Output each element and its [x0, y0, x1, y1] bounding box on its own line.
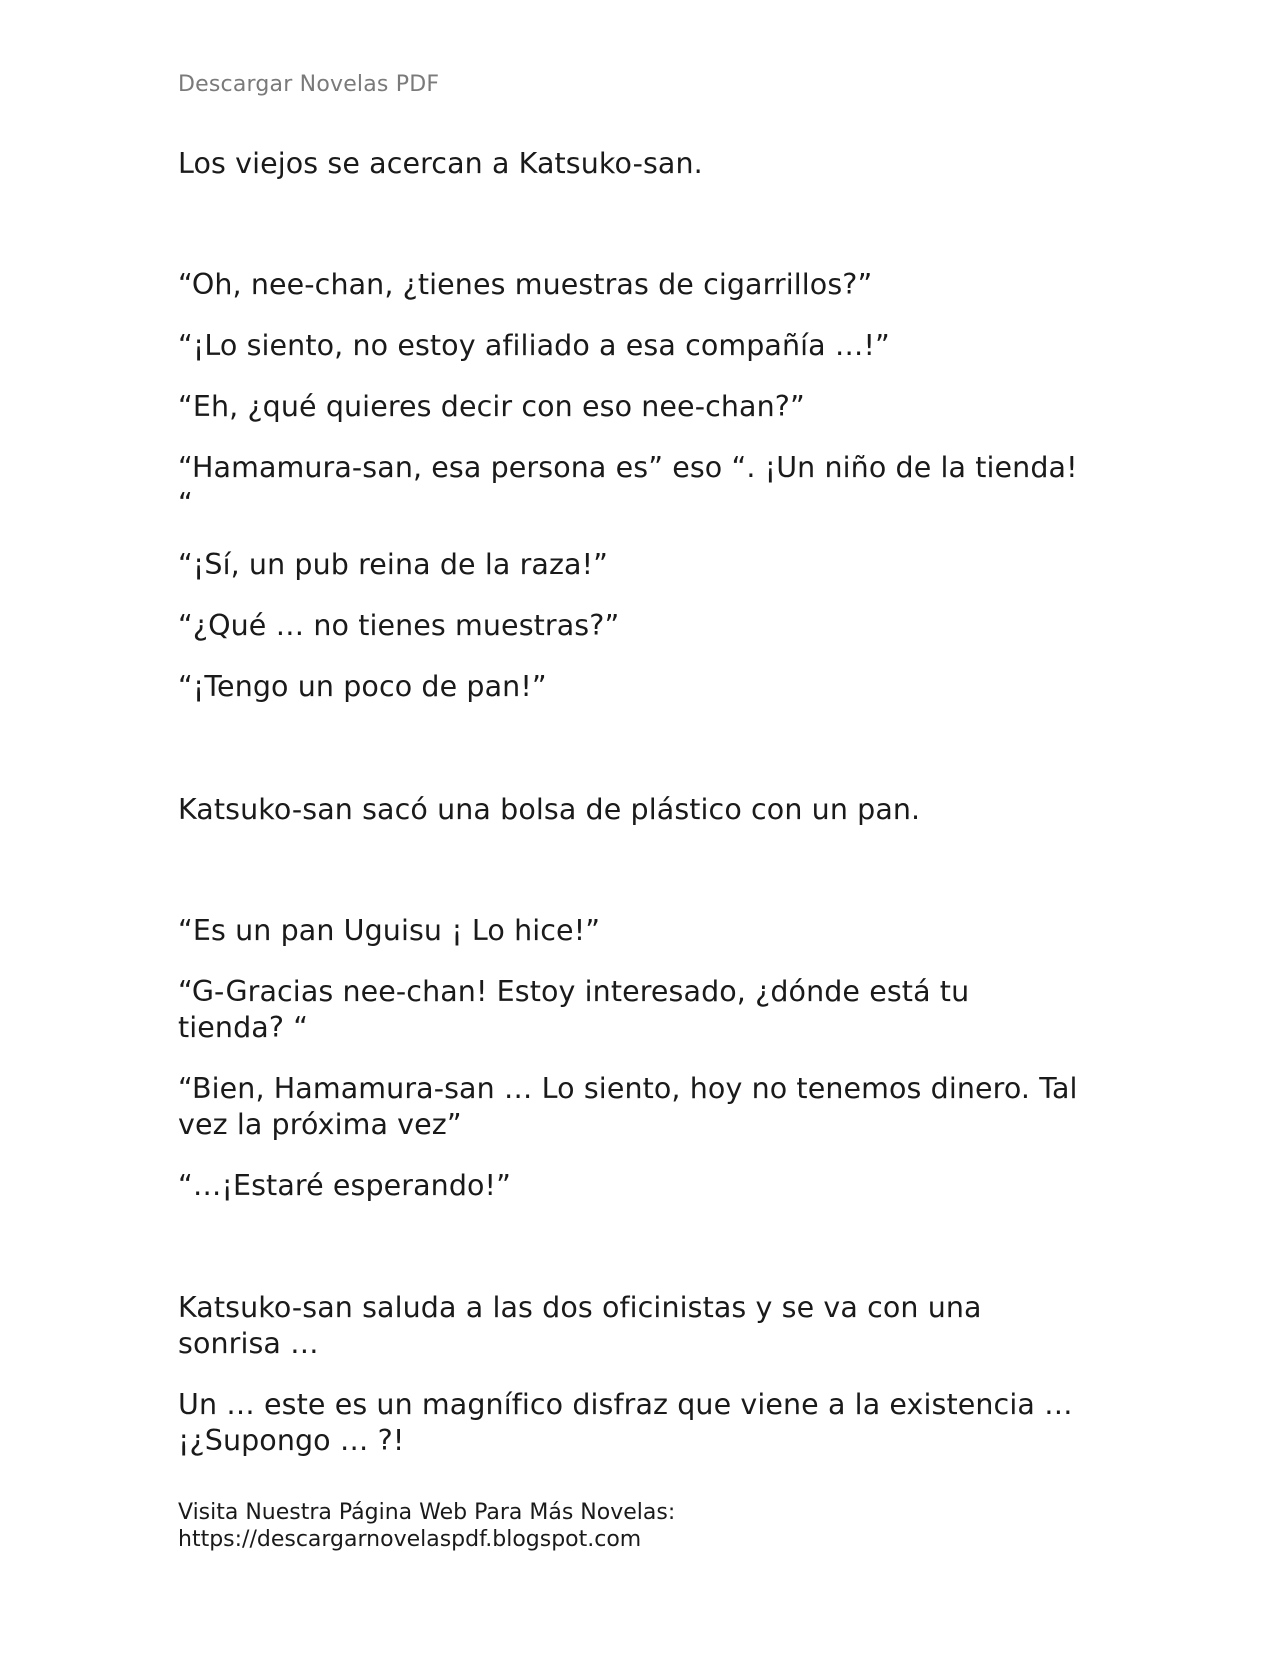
paragraph-9: Katsuko-san sacó una bolsa de plástico con un pan.: [178, 793, 921, 826]
page-footer: [178, 1499, 675, 1553]
paragraph-3: “¡Lo siento, no estoy afiliado a esa compañía …!”: [178, 329, 890, 362]
paragraph-14: Katsuko-san saluda a las dos oficinistas y se va con una sonrisa …: [178, 1291, 982, 1360]
paragraph-2: “Oh, nee-chan, ¿tienes muestras de cigarrillos?”: [178, 268, 873, 301]
paragraph-6: “¡Sí, un pub reina de la raza!”: [178, 548, 608, 581]
paragraph-11: “G-Gracias nee-chan! Estoy interesado, ¿dónde está tu tienda? “: [178, 975, 970, 1044]
paragraph-10: “Es un pan Uguisu ¡ Lo hice!”: [178, 914, 601, 947]
paragraph-15: Un … este es un magnífico disfraz que viene a la existencia … ¡¿Supongo … ?!: [178, 1388, 1073, 1457]
paragraph-5: “Hamamura-san, esa persona es” eso “. ¡Un niño de la tienda! “: [178, 451, 1078, 520]
footer-link[interactable]: https://descargarnovelaspdf.blogspot.com: [178, 1527, 642, 1552]
paragraph-1: Los viejos se acercan a Katsuko-san.: [178, 147, 703, 180]
paragraph-7: “¿Qué … no tienes muestras?”: [178, 609, 620, 642]
page-header: Descargar Novelas PDF: [178, 72, 440, 97]
paragraph-13: “…¡Estaré esperando!”: [178, 1169, 511, 1202]
footer-text: Visita Nuestra Página Web Para Más Novelas:: [178, 1500, 676, 1525]
paragraph-4: “Eh, ¿qué quieres decir con eso nee-chan?”: [178, 390, 805, 423]
paragraph-8: “¡Tengo un poco de pan!”: [178, 670, 547, 703]
paragraph-12: “Bien, Hamamura-san … Lo siento, hoy no tenemos dinero. Tal vez la próxima vez”: [178, 1072, 1078, 1141]
